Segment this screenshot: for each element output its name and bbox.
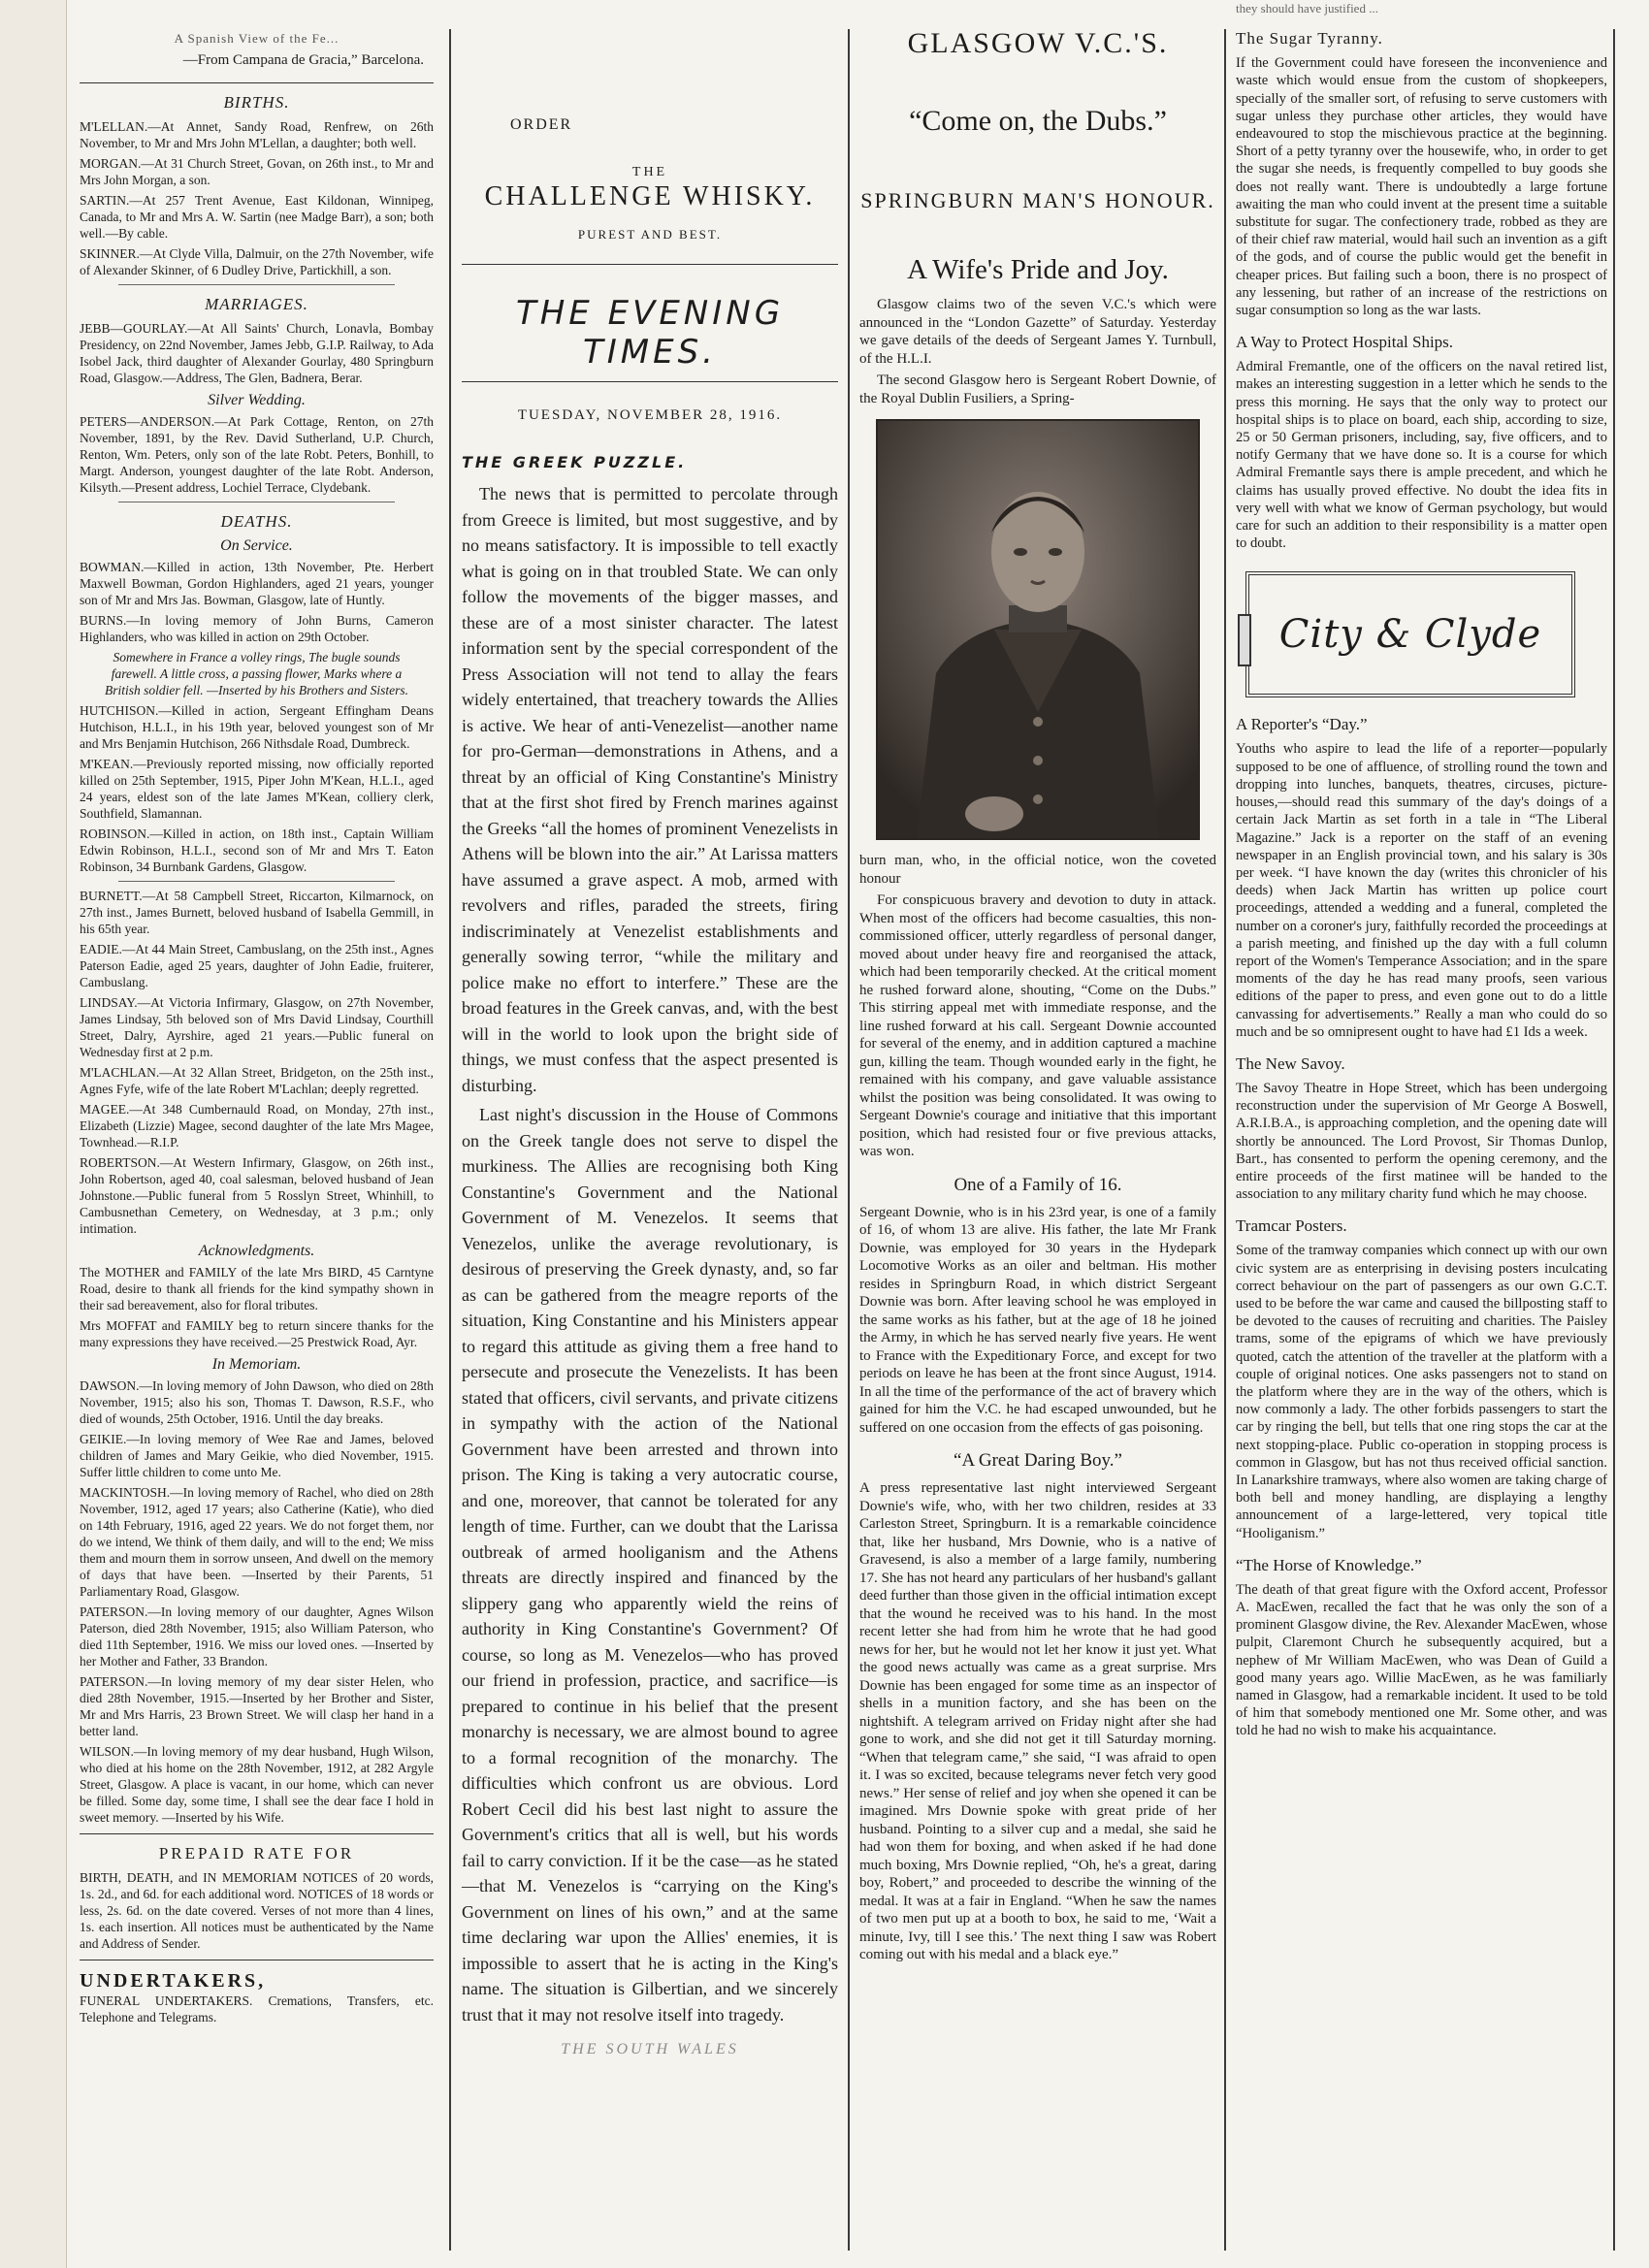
notice-item: EADIE.—At 44 Main Street, Cambuslang, on the 25th inst., Agnes Paterson Eadie, aged 25 years, daughter of John Eadie, fruiterer, Cambuslang. [80, 942, 434, 989]
notice-item: BURNS.—In loving memory of John Burns, Cameron Highlanders, who was killed in action on 29th October. [80, 613, 434, 644]
deaths-heading: DEATHS. [220, 512, 293, 531]
daring-boy-heading: “A Great Daring Boy.” [954, 1450, 1122, 1471]
column-rule [1613, 29, 1615, 2251]
undertakers-text: FUNERAL UNDERTAKERS. Cremations, Transfers, etc. Telephone and Telegrams. [80, 1993, 434, 2025]
family-text: Sergeant Downie, who is in his 23rd year, is one of a family of 16, of whom 13 are alive. His father, the late Mr Frank Downie, was employed for 30 years in the Hydepark Locomotive Works as an oiler and beltman. His mother resides in Springburn Road, in which district Sergeant Downie was born. After leaving school he was employed in the same works as his father, but at the age of 18 he joined the Army, in which he has served nearly five years. He went to France with the Expeditionary Force, and except for two periods on leave he has been at the front since August, 1914. In all the time of the performance of the act of bravery which gained for him the V.C. he had escaped unwounded, but he suffered on one occasion from the effects of gas poisoning. [859, 1204, 1216, 1436]
savoy-heading: The New Savoy. [1236, 1053, 1345, 1073]
column-rule [1224, 29, 1226, 2251]
notice-item: M'KEAN.—Previously reported missing, now officially reported killed on 25th September, 1915, Piper John M'Kean, H.L.I., aged 24 years, eldest son of the late James M'Kean, colliery clerk, Southfield, Slamannan. [80, 757, 434, 821]
notice-item: M'LACHLAN.—At 32 Allan Street, Bridgeton, on the 25th inst., Agnes Fyfe, wife of the late Robert M'Lachlan; deeply regretted. [80, 1065, 434, 1096]
notice-item: LINDSAY.—At Victoria Infirmary, Glasgow, on 27th November, James Lindsay, 5th beloved son of Mrs David Lindsay, Courthill Street, Dalry, Ayrshire, aged 21 years.—Public funeral on Wednesday first at 2 p.m. [80, 995, 434, 1059]
leader-paragraph: The news that is permitted to percolate through from Greece is limited, but most suggestive, and by no means satisfactory. It is impossible to tell exactly what is going on in that troubled State. We can only follow the movements of the bigger masses, and these are of a most sinister character. The latest information sent by the special correspondent of the Press Association will not tend to allay the fears widely entertained, that treachery towards the Allies is active. We hear of anti-Venezelist—another name for pro-German—demonstrations in Athens, and a threat by an official of King Constantine's Ministry that at the first shot fired by French marines against the Greeks “all the homes of prominent Venezelists in Athens will be blown into the air.” At Larissa matters have assumed a grave aspect. A mob, armed with revolvers and rifles, paraded the streets, firing indiscriminately at Venezelist establishments and generally sowing terror, “while the military and police make no effort to interfere.” These are the broad features in the Greek canvas, and, with the best will in the world to look upon the bright side of things, we must confess that the aspect presented is disturbing. [462, 484, 838, 1095]
notice-item: BOWMAN.—Killed in action, 13th November, Pte. Herbert Maxwell Bowman, Gordon Highlanders, aged 21 years, younger son of Mr and Mrs Jas. Bowman, Glasgow, late of Huntly. [80, 560, 434, 607]
notice-item: PATERSON.—In loving memory of my dear sister Helen, who died 28th November, 1915.—Inserted by her Brother and Sister, Mr and Mrs Harris, 23 Brown Street. We will clasp her hand in a better land. [80, 1674, 434, 1738]
leader-paragraph: Last night's discussion in the House of Commons on the Greek tangle does not serve to dispel the murkiness. The Allies are recognising both King Constantine's Government and the National Government of M. Venezelos. It seems that Venezelos, unlike the average revolutionary, is desirous of preserving the Greek dynasty, and, so far as can be gathered from the meagre reports of the situation, King Constantine and his Ministers appear to regard this attitude as giving them a free hand to persecute and prosecute the Venezelists. It has been stated that officers, civil servants, and private citizens in sympathy with the action of the National Government have been arrested and thrown into prison. The King is taking a very autocratic course, and one, moreover, that cannot be tolerated for any length of time. Further, can we doubt that the Larissa outbreak of armed hooliganism and the Athens threats are directly inspired and financed by the slippery gang who apparently wield the reins of authority in King Constantine's Government? Of course, so long as M. Venezelos—who has proved our friend in profession, practice, and sacrifice—is prepared to continue in his belief that the present monarchy is necessary, we are almost bound to agree to a formal recognition of the monarchy. The difficulties which confront us are obvious. Lord Robert Cecil did his best last night to assure the Government's critics that all is well, but his words fail to carry conviction. If it be the case—as he stated—that M. Venezelos is “carrying on the King's Government on lines of his own,” and at the same time declaring war upon the Allies' enemies, it is impossible to assert that he is acting in the King's name. The situation is Gilbertian, and we sincerely trust that it may not resolve itself into tragedy. [462, 1105, 838, 2025]
leader-column [456, 0, 844, 2268]
divider [118, 284, 395, 285]
in-memoriam-heading: In Memoriam. [211, 1356, 302, 1373]
vc-title: GLASGOW V.C.'S. [907, 27, 1169, 59]
vc-citation [859, 852, 1216, 1161]
notice-item: WILSON.—In loving memory of my dear husband, Hugh Wilson, who died at his home on the 28th November, 1912, at 282 Argyle Street, Glasgow. A place is vacant, in our home, which can never be filled. Some day, some time, I shall see the dear face I hold in sweet memory. —Inserted by his Wife. [80, 1744, 434, 1825]
vc-tagline: SPRINGBURN MAN'S HONOUR. [860, 188, 1215, 212]
notice-item: DAWSON.—In loving memory of John Dawson, who died on 28th November, 1915; also his son, Thomas T. Dawson, R.S.F., who died of wounds, 25th October, 1916. Until the day breaks. [80, 1378, 434, 1426]
notices-column [70, 0, 443, 2268]
column-rule [848, 29, 850, 2251]
deaths-home-list [80, 888, 434, 1237]
advert-order: ORDER [510, 116, 573, 133]
notice-item: SKINNER.—At Clyde Villa, Dalmuir, on the 27th November, wife of Alexander Skinner, of 6 Dudley Drive, Partickhill, a son. [80, 246, 434, 277]
daring-boy-text: A press representative last night interviewed Sergeant Downie's wife, who, with her two children, resides at 33 Carleston Street, Springburn. It is a remarkable coincidence that, like her husband, Mrs Downie, who is a native of Gravesend, is also a member of a large family, numbering 17. She has not heard any particulars of her husband's gallant deed further than those given in the official intimation except that the wound he received was to his hand. In the most recent letter she had from him he wrote that he had good news for her, but he would not let her know it just yet. What the good news actually was came as a great surprise. Mrs Downie has been engaged for some time as an inspector of shells in a munition factory, and she has been on the nightshift. A telegram arrived on Friday night after she had gone to work, and she did not get it till Saturday morning. “When that telegram came,” she said, “I was afraid to open it. I was so excited, because telegrams never fetch very good news.” Her sense of relief and joy when she opened it can be imagined. Mrs Downie spoke with great pride of her husband. Pointing to a silver cup and a medal, she said he had won them for boxing, and when asked if he had done much boxing, Mrs Downie replied, “Oh, he's a great, daring boy, Robert,” and proceeded to describe the winning of the medal. It was at a fair in England. “When he saw the names of two men put up at a booth to box, he said to me, ‘Wait a minute, Ivy, till I see this.’ The next thing I saw was Robert coming out with his medal and a black eye.” [859, 1480, 1216, 1962]
notice-item: MORGAN.—At 31 Church Street, Govan, on 26th inst., to Mr and Mrs John Morgan, a son. [80, 156, 434, 187]
divider [118, 881, 395, 882]
in-memoriam-list [80, 1377, 434, 1826]
top-source: —From Campana de Gracia,” Barcelona. [182, 52, 424, 68]
prepaid-rate-heading: PREPAID RATE FOR [158, 1844, 355, 1863]
sugar-text: If the Government could have foreseen the inconvenience and waste which would ensue from the custom of shopkeepers, specially of the smaller sort, of refusing to serve customers with sugar unless they purchase other articles, they would have endeavoured to stop the mischievous practice at the beginning. Short of a petty tyranny over the housewife, who, in order to get the sugar she needs, is frequently compelled to buy goods she does not really want. There is undoubtedly a large fortune awaiting the man who could invent at the present time a suitable substitute for sugar. The confectionery trade, robbed as they are of their chief raw material, would hail such an invention as a gift of the gods, and of course the public would get the benefit in cheaper prices. But failing such a boon, there is no prospect of any lessening, but rather of an increase of the restrictions on sugar consumption so long as the war lasts. [1236, 55, 1607, 319]
footer-fragment: THE SOUTH WALES [561, 2041, 739, 2057]
acknowledgments-list [80, 1264, 434, 1350]
on-service-heading: On Service. [220, 537, 293, 554]
reporter-text: Youths who aspire to lead the life of a reporter—popularly supposed to be one of affluence, of strolling round the town and dropping into lunches, banquets, theatres, circuses, picture-houses,—should read this summary of the day's doings of a certain Jack Martin as set forth in a tale in “The Liberal Magazine.” Jack is a reporter on the staff of an evening newspaper in an English provincial town, and his salary is 30s per week. “I have known the day (writes this chronicler of his deeds) when Jack Martin has written up police court proceedings, attended a wedding and a funeral, completed the number on a coroner's jury, faithfully recorded the proceedings at a parish meeting, and finished up the day with a full column report of the Women's Temperance Association; and in the spare moments of the day he has read many proofs, seen various editions of the paper to press, and even gone out to do a little canvassing for advertisements.” Really a man who could do so much and be so omnipresent ought to have had £1 Ids a week. [1236, 741, 1607, 1040]
banner-tab [1238, 614, 1251, 666]
notice-item: The MOTHER and FAMILY of the late Mrs BIRD, 45 Carntyne Road, desire to thank all friends for the kind sympathy shown in their sad bereavement, also for floral tributes. [80, 1265, 434, 1312]
city-and-clyde-label: City & Clyde [1278, 612, 1542, 658]
notice-item: HUTCHISON.—Killed in action, Sergeant Effingham Deans Hutchison, H.L.I., in his 19th year, beloved youngest son of Mr and Mrs Benjamin Hutchison, 266 Nithsdale Road, Dumbreck. [80, 703, 434, 751]
notice-item: GEIKIE.—In loving memory of Wee Rae and James, beloved children of James and Mary Geikie, who died November, 1915. Suffer little children to come unto Me. [80, 1432, 434, 1479]
savoy-text: The Savoy Theatre in Hope Street, which has been undergoing reconstruction under the supervision of Mr George A Boswell, A.R.I.B.A., is approaching completion, and the opening date will shortly be announced. The Lord Provost, Sir Thomas Dunlop, Bart., has consented to perform the opening ceremony, and the entire proceeds of the first matinee will be handed to the association to any military charity fund which he may choose. [1236, 1080, 1607, 1203]
births-heading: BIRTHS. [223, 93, 290, 112]
undertakers-heading: UNDERTAKERS, [80, 1970, 267, 1992]
vc-subtitle: “Come on, the Dubs.” [909, 105, 1167, 137]
portrait-image [878, 421, 1198, 838]
notice-verse: Somewhere in France a volley rings, The bugle sounds farewell. A little cross, a passing flower, Marks where a British soldier fell. —Inserted by his Brothers and Sisters. [105, 650, 408, 697]
soldier-portrait-photo [876, 419, 1200, 840]
notice-item: SARTIN.—At 257 Trent Avenue, East Kildonan, Winnipeg, Canada, to Mr and Mrs A. W. Sartin (nee Madge Barr), a son; both well.—By cable. [80, 193, 434, 241]
city-and-clyde-banner [1245, 571, 1575, 697]
notice-item: Mrs MOFFAT and FAMILY beg to return sincere thanks for the many expressions they have received.—25 Prestwick Road, Ayr. [80, 1318, 434, 1349]
births-list [80, 118, 434, 278]
hospital-ships-text: Admiral Fremantle, one of the officers on the naval retired list, makes an interesting suggestion in a letter which he sends to the press this morning. He says that the only way to protect our hospital ships is to place on board, each ship, according to size, 25 or 50 German prisoners, including, say, five officers, and to notify Germany that we have done so. It is a course for which Admiral Fremantle says there is ample precedent, and which he claims has usually proved effective. No doubt the idea fits in very well with what we know of German psychology, but would care for such an addition to their responsibility is a matter open to doubt. [1236, 359, 1607, 552]
hospital-ships-heading: A Way to Protect Hospital Ships. [1236, 333, 1454, 352]
notice-item: JEBB—GOURLAY.—At All Saints' Church, Lonavla, Bombay Presidency, on 22nd November, James Jebb, G.I.P. Railway, to Ada Isobel Jack, third daughter of Alexander Gourlay, 480 Springburn Road, Glasgow.—Address, The Glen, Badnera, Berar. [80, 321, 434, 385]
reporter-heading: A Reporter's “Day.” [1236, 715, 1368, 734]
tramcar-text: Some of the tramway companies which connect up with our own civic system are as enterprising in devising posters inculcating correct behaviour on the part of passengers as our own G.C.T. used to be before the war came and caused the billposting staff to be devoted to the causes of recruiting and charities. The Paisley trams, some of the epigrams of which we have previously quoted, catch the attention of the traveller at the platform with a couple of original notices. One asks passengers not to stand on the platform where they are in the way of the others, which is now commonly a lady. The other forbids passengers to start the car by ringing the bell, but tells that one ring stops the car at the next stopping-place. Public co-operation in stopping process is common in Glasgow, but has not thus received official sanction. In Lanarkshire tramways, where also women are taking charge of both bell and money handling, are displaying a lengthy announcement of a large-lettered, very topical title “Hooliganism.” [1236, 1243, 1607, 1541]
notice-item: BURNETT.—At 58 Campbell Street, Riccarton, Kilmarnock, on 27th inst., James Burnett, beloved husband of Isabella Gemmill, in his 65th year. [80, 889, 434, 936]
divider [462, 264, 838, 265]
notice-item: PETERS—ANDERSON.—At Park Cottage, Renton, on 27th November, 1891, by the Rev. David Sutherland, U.P. Church, Renton, Wm. Peters, only son of the late Robt. Peters, Bonhill, to Margt. Anderson, youngest daughter of the late Robt. Anderson, Kilsyth.—Present address, Lochiel Terrace, Clydebank. [80, 414, 434, 495]
leader-title: THE GREEK PUZZLE. [462, 453, 688, 471]
prepaid-rate-text: BIRTH, DEATH, and IN MEMORIAM NOTICES of 20 words, 1s. 2d., and 6d. for each additional word. NOTICES of 18 words or less, 2s. 6d. on the date covered. Verses of not more than 4 lines, 1s. each insertion. All notices must be authenticated by the Name and Address of Sender. [80, 1870, 434, 1951]
advert-brand: CHALLENGE WHISKY. [484, 181, 816, 211]
masthead: THE EVENING TIMES. [515, 294, 785, 372]
article-paragraph: For conspicuous bravery and devotion to duty in attack. When most of the officers had become casualties, this non-commissioned officer, utterly regardless of personal danger, moved about under heavy fire and reorganised the attack, which had been temporarily checked. At the critical moment he rushed forward alone, shouting, “Come on the Dubs.” This stirring appeal met with immediate response, and the line rushed forward at his call. Sergeant Downie accounted for several of the enemy, and in addition captured a machine gun, killing the team. Though wounded early in the fight, he remained with his company, and gave valuable assistance whilst the position was being consolidated. It was owing to Sergeant Downie's courage and initiative that this important position, which had resisted four or five previous attacks, was won. [859, 892, 1216, 1159]
divider [462, 381, 838, 382]
divider [80, 82, 434, 83]
horse-knowledge-text: The death of that great figure with the Oxford accent, Professor A. MacEwen, recalled the fact that he was only the son of a prominent Glasgow divine, the Rev. Alexander MacEwen, whose pulpit, Claremont Church he subsequently acquired, but a nephew of Mr William MacEwen, who was Dean of Guild a good many years ago. Willie MacEwen, as he was familiarly named in Glasgow, had a remarkable incident. It used to be told of him that somebody mentioned one Mr. Some other, and was told he had no wish to make his acquaintance. [1236, 1581, 1607, 1739]
acknowledgments-heading: Acknowledgments. [198, 1243, 315, 1259]
article-paragraph: Glasgow claims two of the seven V.C.'s which were announced in the “London Gazette” of Saturday. Yesterday we gave details of the deeds of Sergeant James Y. Turnbull, of the H.L.I. [859, 297, 1216, 367]
column-rule [449, 29, 451, 2251]
family-heading: One of a Family of 16. [954, 1174, 1122, 1195]
tramcar-heading: Tramcar Posters. [1236, 1216, 1347, 1236]
vc-intro [859, 296, 1216, 407]
top-note: A Spanish View of the Fe... [174, 31, 340, 46]
sugar-heading: The Sugar Tyranny. [1236, 29, 1383, 49]
marriages-list [80, 320, 434, 386]
vc-column [854, 0, 1222, 2268]
notice-item: MACKINTOSH.—In loving memory of Rachel, who died on 28th November, 1912, aged 17 years; also Catherine (Katie), who died on 14th February, 1916, aged 22 years. We do not forget them, nor do we intend, We think of them daily, and will to the end; We miss them and mourn them in sorrow unseen, And dwell on the memory of days that have been. —Inserted by their Parents, 51 Parliamentary Road, Glasgow. [80, 1485, 434, 1599]
notes-column [1230, 0, 1613, 2268]
horse-knowledge-heading: “The Horse of Knowledge.” [1236, 1555, 1422, 1574]
silver-wedding-heading: Silver Wedding. [208, 392, 306, 408]
notice-item: M'LELLAN.—At Annet, Sandy Road, Renfrew, on 26th November, to Mr and Mrs John M'Lellan, a daughter; both well. [80, 119, 434, 150]
article-paragraph: The second Glasgow hero is Sergeant Robert Downie, of the Royal Dublin Fusiliers, a Spring- [859, 373, 1216, 406]
advert-tagline: PUREST AND BEST. [577, 227, 723, 242]
advert-the: THE [631, 165, 668, 179]
notice-item: PATERSON.—In loving memory of our daughter, Agnes Wilson Paterson, died 28th November, 1915; also William Paterson, who died 11th September, 1916. We miss our loved ones. —Inserted by her Mother and Father, 33 Brandon. [80, 1604, 434, 1669]
deaths-service-list [80, 559, 434, 875]
leader-body [462, 481, 838, 2027]
dateline: TUESDAY, NOVEMBER 28, 1916. [517, 407, 783, 423]
notice-item: ROBINSON.—Killed in action, on 18th inst., Captain William Edwin Robinson, H.L.I., second son of Mr and Mrs T. Eaton Robinson, 34 Burnbank Gardens, Glasgow. [80, 826, 434, 874]
divider [80, 1833, 434, 1834]
silver-wedding-list [80, 413, 434, 496]
notice-item: MAGEE.—At 348 Cumbernauld Road, on Monday, 27th inst., Elizabeth (Lizzie) Magee, second daughter of the late Mrs Magee, Townhead.—R.I.P. [80, 1102, 434, 1150]
top-fragment: they should have justified ... [1236, 1, 1378, 16]
notice-item: ROBERTSON.—At Western Infirmary, Glasgow, on 26th inst., John Robertson, aged 40, coal salesman, beloved husband of Jean Johnstone.—Public funeral from 5 Rosslyn Street, Whinhill, to Cambusnethan Cemetery, on Wednesday, at 3 p.m.; only intimation. [80, 1155, 434, 1236]
marriages-heading: MARRIAGES. [205, 295, 308, 313]
whisky-advert [462, 0, 838, 243]
article-paragraph: burn man, who, in the official notice, won the coveted honour [859, 853, 1216, 887]
left-margin-fragment [0, 0, 67, 2268]
vc-headline: A Wife's Pride and Joy. [907, 254, 1169, 285]
